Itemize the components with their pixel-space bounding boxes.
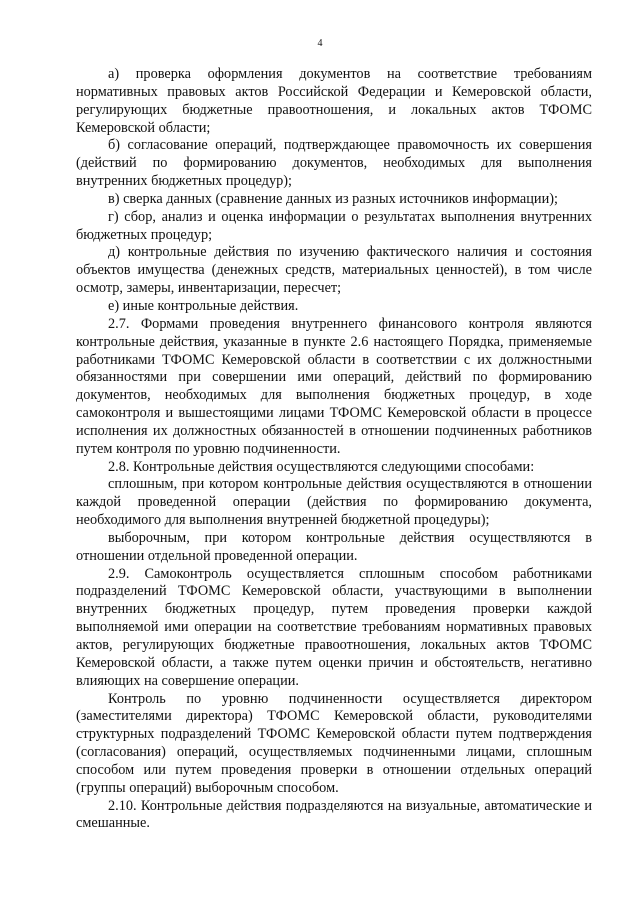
paragraph-solid-method: сплошным, при котором контрольные действия осуществляются в отношении каждой проведенной операции (действия по формированию документа, необходимого для выполнения внутренней бюджетной процедуры); [76, 476, 592, 529]
paragraph-subordination-control: Контроль по уровню подчиненности осуществляется директором (заместителями директора) ТФОМС Кемеровской области, руководителями структурных подразделений ТФОМС Кемеровской области путем подтверждения (согласования) операций, осуществляемых подчиненными лицами, сплошным способом или путем проведения проверки в отношении отдельных операций (группы операций) выборочным способом. [76, 690, 592, 796]
paragraph-2-7: 2.7. Формами проведения внутреннего финансового контроля являются контрольные действия, указанные в пункте 2.6 настоящего Порядка, применяемые работниками ТФОМС Кемеровской области в соответствии с их должностными обязанностями при совершении ими операций, действий по формированию документов, необходимых для выполнения бюджетных процедур, в ходе самоконтроля и вышестоящими лицами ТФОМС Кемеровской области в процессе исполнения их должностных обязанностей в отношении подчиненных работников путем контроля по уровню подчиненности. [76, 315, 592, 457]
paragraph-item-g: г) сбор, анализ и оценка информации о результатах выполнения внутренних бюджетных процедур; [76, 208, 592, 243]
paragraph-item-e: е) иные контрольные действия. [108, 297, 299, 314]
paragraph-2-10: 2.10. Контрольные действия подразделяются на визуальные, автоматические и смешанные. [76, 797, 592, 832]
paragraph-item-b: б) согласование операций, подтверждающее правомочность их совершения (действий по формированию документов, необходимых для выполнения внутренних бюджетных процедур); [76, 137, 592, 190]
paragraph-selective-method: выборочным, при котором контрольные действия осуществляются в отношении отдельной проведенной операции. [76, 529, 592, 564]
document-body [76, 66, 592, 833]
paragraph-item-v: в) сверка данных (сравнение данных из разных источников информации); [108, 190, 558, 207]
paragraph-2-9: 2.9. Самоконтроль осуществляется сплошным способом работниками подразделений ТФОМС Кемеровской области, участвующими в выполнении внутренних бюджетных процедур, путем проведения проверки каждой выполняемой ими операции на соответствие требованиям нормативных правовых актов, регулирующих бюджетные правоотношения, локальных актов ТФОМС Кемеровской области, а также путем оценки причин и обстоятельств, негативно влияющих на совершение операции. [76, 565, 592, 689]
page-number: 4 [317, 38, 323, 49]
paragraph-2-8: 2.8. Контрольные действия осуществляются следующими способами: [108, 458, 535, 475]
paragraph-item-a: а) проверка оформления документов на соответствие требованиям нормативных правовых актов Российской Федерации и Кемеровской области, регулирующих бюджетные правоотношения, и локальных актов ТФОМС Кемеровской области; [76, 66, 592, 136]
paragraph-item-d: д) контрольные действия по изучению фактического наличия и состояния объектов имущества (денежных средств, материальных ценностей), в том числе осмотр, замеры, инвентаризации, пересчет; [76, 244, 592, 297]
